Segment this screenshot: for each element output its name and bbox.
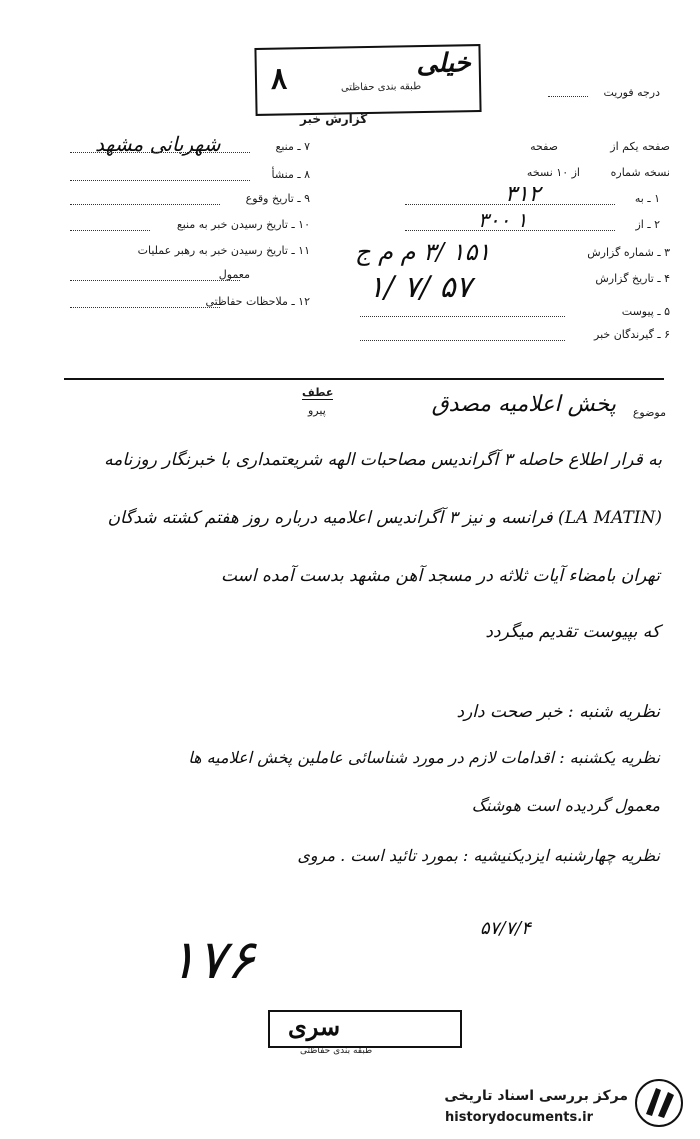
body-line-3: تهران بامضاء آیات ثلاثه در مسجد آهن مشهد بدست آمده است: [220, 566, 660, 586]
field-security-dots: [70, 307, 220, 308]
field-attachment-label: ۵ ـ پیوست: [621, 305, 670, 318]
footer-org-name: مرکز بررسی اسناد تاریخی: [444, 1088, 628, 1104]
field-from-label: ۲ ـ از: [635, 218, 660, 231]
field-attachment-dots: [360, 316, 565, 317]
separator-line: [64, 378, 664, 380]
body-line-7: معمول گردیده است هوشنگ: [471, 796, 660, 815]
field-origin-dots: [70, 180, 250, 181]
field-receive-source-dots: [70, 230, 150, 231]
field-report-number-label: ۳ ـ شماره گزارش: [587, 246, 670, 259]
field-recipients-dots: [360, 340, 565, 341]
body-line-1: به قرار اطلاع حاصله ۳ آگراندیس مصاحبات الهه شریعتمداری با خبرنگار روزنامه: [104, 450, 662, 470]
field-to-value: ۳۱۲: [505, 182, 541, 207]
field-receive-source-label: ۱۰ ـ تاریخ رسیدن خبر به منبع: [176, 218, 310, 231]
field-report-date-value: ۱/ ۷/ ۵۷: [368, 270, 472, 305]
body-line-8: نظریه چهارشنبه ایزدیکنیشیه : بمورد تائید است . مروی: [297, 846, 660, 865]
field-report-date-label: ۴ ـ تاریخ گزارش: [595, 272, 670, 285]
stamp-digit: ۸: [270, 61, 288, 97]
field-occur-date-label: ۹ ـ تاریخ وقوع: [245, 192, 310, 205]
field-receive-leader-label: ۱۱ ـ تاریخ رسیدن خبر به رهبر عملیات: [137, 244, 310, 257]
urgency-label: درجه فوریت: [603, 86, 660, 99]
subject-value: پخش اعلامیه مصدق: [431, 392, 616, 417]
field-usual-label: معمول: [218, 268, 250, 281]
bottom-stamp-printed: طبقه بندی حفاظتی: [300, 1046, 373, 1056]
body-line-5: نظریه شنبه : خبر صحت دارد: [456, 702, 660, 722]
field-source-dots: [70, 152, 250, 153]
stamp-printed-text: طبقه بندی حفاظتی: [340, 81, 422, 94]
field-to-label: ۱ ـ به: [634, 192, 660, 205]
field-usual-dots: [70, 280, 240, 281]
field-copy-label: نسخه شماره: [610, 166, 670, 179]
archive-logo-icon: [634, 1078, 684, 1128]
body-line-6: نظریه یکشنبه : اقدامات لازم در مورد شناسائی عاملین پخش اعلامیه ها: [188, 748, 660, 767]
classification-stamp: [254, 44, 481, 116]
field-from-value: ۳۰۰ ۱: [478, 208, 528, 232]
field-occur-date-dots: [70, 204, 220, 205]
bottom-stamp-main: سری: [288, 1012, 341, 1041]
reference-peyro-label: پیرو: [308, 404, 326, 417]
field-copy-value: از ۱۰ نسخه: [526, 166, 580, 179]
report-type-label: گزارش خبر: [300, 112, 368, 126]
field-security-label: ۱۲ ـ ملاحظات حفاظتی: [205, 295, 310, 308]
body-line-4: که بپیوست تقدیم میگردد: [485, 622, 660, 642]
field-source-value: شهربانی مشهد: [95, 132, 221, 156]
date-note: ۵۷/۷/۴: [480, 918, 531, 939]
field-page-value: صفحه: [530, 140, 558, 153]
field-recipients-label: ۶ ـ گیرندگان خبر: [594, 328, 670, 341]
field-page-label: صفحه یکم از: [610, 140, 670, 153]
field-source-label: ۷ ـ منبع: [275, 140, 310, 153]
urgency-dots: [548, 96, 588, 97]
subject-label: موضوع: [632, 406, 666, 419]
big-handwritten-number: ۱۷۶: [168, 928, 256, 991]
body-line-2: (LA MATIN) فرانسه و نیز ۳ آگراندیس اعلامیه درباره روز هفتم کشته شدگان: [107, 508, 662, 528]
field-origin-label: ۸ ـ منشأ: [271, 168, 310, 181]
field-report-number-value: ۱۵۱ /۳ م م ج: [355, 238, 491, 266]
reference-atf-label: عطف: [302, 386, 334, 399]
stamp-handwritten-word: خیلی: [416, 48, 471, 80]
bottom-classification-stamp: [268, 1010, 462, 1048]
footer-website: historydocuments.ir: [445, 1110, 594, 1125]
